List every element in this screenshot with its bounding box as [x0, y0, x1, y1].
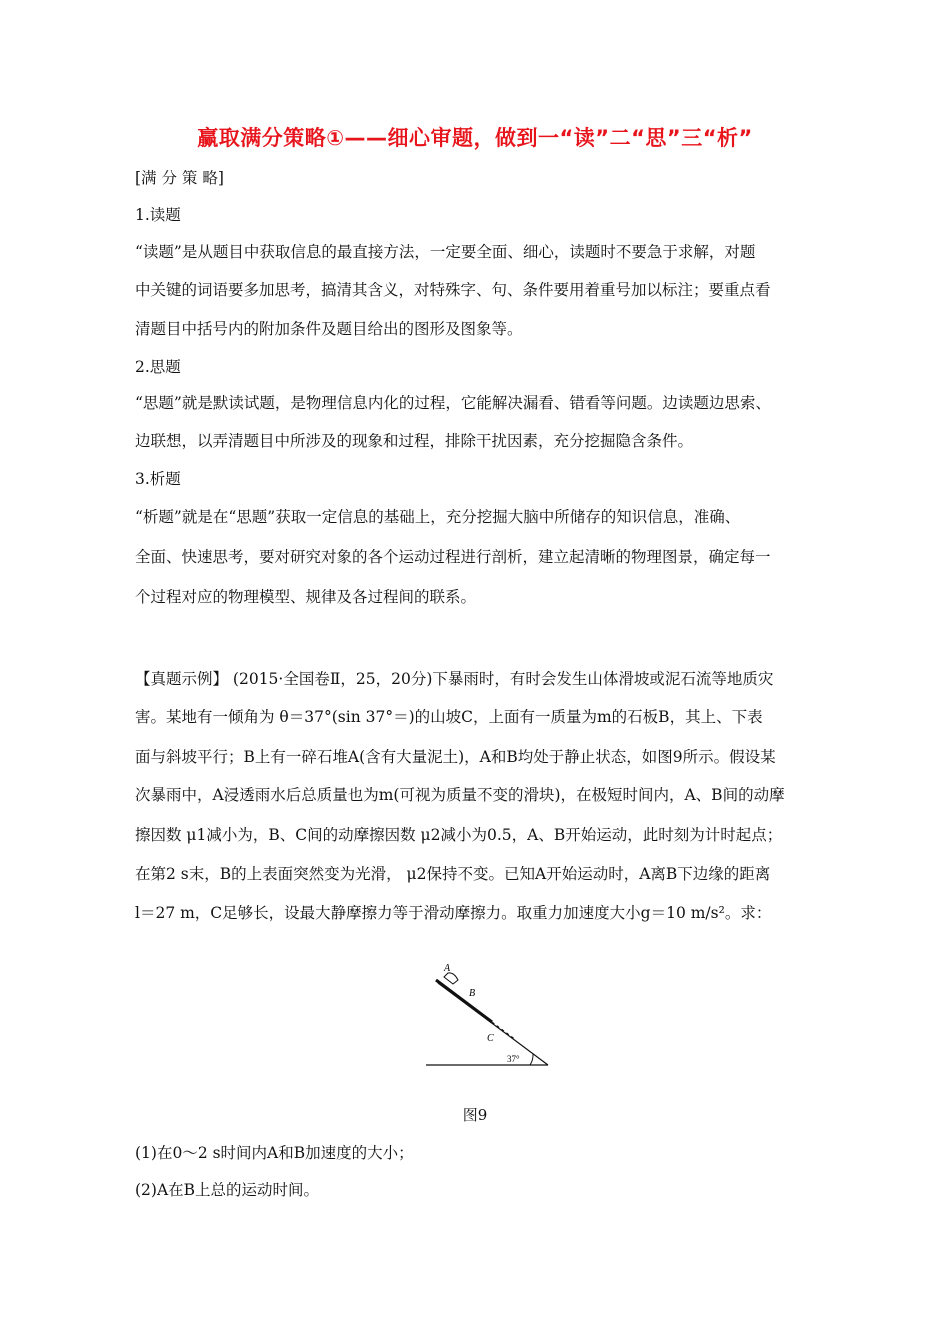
section-2-heading: 2.思题 [135, 358, 181, 376]
incline-figure [420, 962, 560, 1072]
section-3-line: 个过程对应的物理模型、规律及各过程间的联系。 [135, 588, 477, 606]
angle-arc [530, 1054, 533, 1065]
example-line: 擦因数 μ1减小为，B、C间的动摩擦因数 μ2减小为0.5，A、B开始运动，此时刻为计时起点； [135, 826, 783, 844]
section-3-line: “析题”就是在“思题”获取一定信息的基础上，充分挖掘大脑中所储存的知识信息，准确、 [135, 508, 741, 526]
example-line: l＝27 m，C足够长，设最大静摩擦力等于滑动摩擦力。取重力加速度大小g＝10 m/s²。求： [135, 904, 772, 922]
section-3-heading: 3.析题 [135, 470, 181, 488]
section-3-line: 全面、快速思考，要对研究对象的各个运动过程进行剖析，建立起清晰的物理图景，确定每一 [135, 548, 771, 566]
slope-dash [492, 1022, 516, 1040]
slab-b [436, 980, 492, 1022]
section-2-line: 边联想，以弄清题目中所涉及的现象和过程，排除干扰因素，充分挖掘隐含条件。 [135, 432, 694, 450]
label-c: C [487, 1033, 494, 1044]
section-1-heading: 1.读题 [135, 206, 181, 224]
example-line: 【真题示例】 (2015·全国卷Ⅱ，25，20分)下暴雨时，有时会发生山体滑坡或泥石流等地质灾 [135, 670, 774, 688]
figure-caption: 图9 [462, 1106, 488, 1124]
label-b: B [469, 988, 476, 999]
question-1: (1)在0～2 s时间内A和B加速度的大小； [135, 1144, 414, 1162]
strategy-label: [满 分 策 略] [135, 169, 224, 187]
example-line: 在第2 s末，B的上表面突然变为光滑， μ2保持不变。已知A开始运动时，A离B下边缘的距离 [135, 865, 771, 883]
example-line: 次暴雨中，A浸透雨水后总质量也为m(可视为质量不变的滑块)，在极短时间内，A、B间的动摩 [135, 786, 785, 804]
page-title: 赢取满分策略①——细心审题，做到一“读”二“思”三“析” [197, 126, 753, 150]
section-2-line: “思题”就是默读试题，是物理信息内化的过程，它能解决漏看、错看等问题。边读题边思索、 [135, 394, 771, 412]
label-a: A [444, 963, 451, 974]
example-line: 害。某地有一倾角为 θ＝37°(sin 37°＝)的山坡C，上面有一质量为m的石板B，其上、下表 [135, 708, 763, 726]
rock-pile-a [444, 973, 458, 984]
angle-label: 37° [507, 1054, 520, 1064]
section-1-line: 中关键的词语要多加思考，搞清其含义，对特殊字、句、条件要用着重号加以标注；要重点看 [135, 281, 771, 299]
section-1-line: “读题”是从题目中获取信息的最直接方法，一定要全面、细心，读题时不要急于求解，对题 [135, 243, 756, 261]
section-1-line: 清题目中括号内的附加条件及题目给出的图形及图象等。 [135, 320, 523, 338]
question-2: (2)A在B上总的运动时间。 [135, 1181, 320, 1199]
example-line: 面与斜坡平行；B上有一碎石堆A(含有大量泥土)，A和B均处于静止状态，如图9所示。假设某 [135, 748, 776, 766]
